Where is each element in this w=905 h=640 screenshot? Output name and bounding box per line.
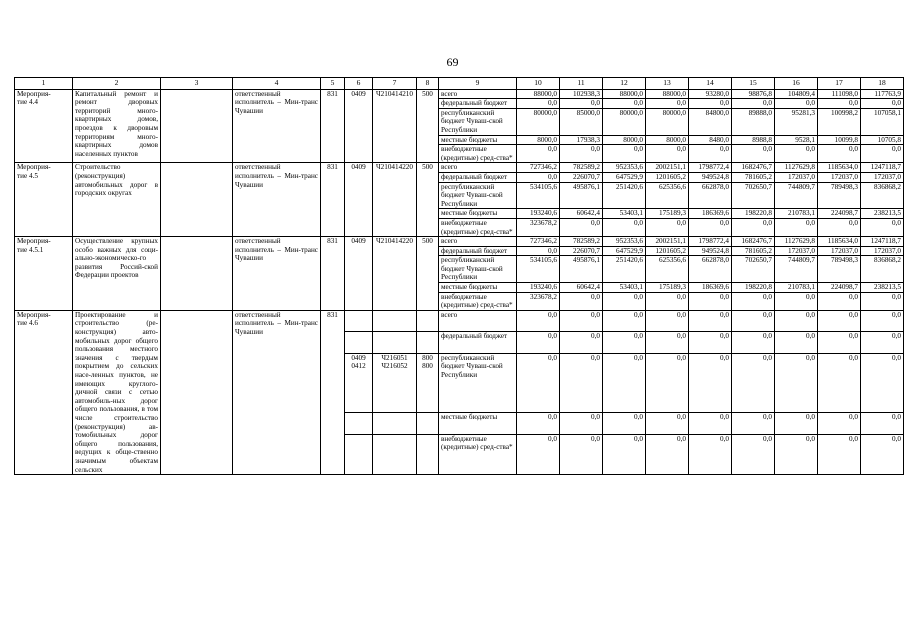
funding-value: 186369,6 <box>689 283 732 293</box>
funding-value: 10705,8 <box>861 135 904 145</box>
table-row <box>15 237 904 247</box>
funding-source: внебюджетные (кредитные) сред-ства* <box>439 218 517 236</box>
funding-source: местные бюджеты <box>439 209 517 219</box>
funding-source: местные бюджеты <box>439 135 517 145</box>
column-number: 14 <box>689 78 732 90</box>
responsible-executor: ответственный исполнитель – Мин-транс Чувашии <box>233 89 321 163</box>
funding-value: 1247118,7 <box>861 237 904 247</box>
funding-value: 744809,7 <box>775 256 818 283</box>
section-code <box>345 434 373 475</box>
target-article-code <box>373 413 417 434</box>
funding-value: 0,0 <box>603 310 646 331</box>
funding-value: 625356,6 <box>646 182 689 209</box>
funding-value: 495876,1 <box>560 182 603 209</box>
funding-value: 251420,6 <box>603 256 646 283</box>
target-article-code: Ч216051 Ч216052 <box>373 353 417 413</box>
funding-source: республиканский бюджет Чуваш-ской Республики <box>439 182 517 209</box>
funding-value: 0,0 <box>775 292 818 310</box>
funding-value: 8988,8 <box>732 135 775 145</box>
funding-value: 172037,0 <box>818 246 861 256</box>
funding-value: 0,0 <box>603 292 646 310</box>
funding-value: 534105,6 <box>517 256 560 283</box>
column-number: 1 <box>15 78 73 90</box>
funding-value: 8000,0 <box>646 135 689 145</box>
funding-value: 1682476,7 <box>732 163 775 173</box>
funding-value: 647529,9 <box>603 172 646 182</box>
funding-value: 193240,6 <box>517 283 560 293</box>
funding-value: 0,0 <box>818 332 861 353</box>
funding-value: 111098,0 <box>818 89 861 99</box>
funding-value: 1127629,8 <box>775 237 818 247</box>
funding-value: 0,0 <box>775 353 818 413</box>
funding-value: 1185634,0 <box>818 163 861 173</box>
table-row <box>15 89 904 99</box>
table-row <box>15 163 904 173</box>
funding-value: 647529,9 <box>603 246 646 256</box>
funding-value: 226070,7 <box>560 246 603 256</box>
expense-type-code <box>417 310 439 331</box>
grbs-code: 831 <box>321 310 345 474</box>
funding-source: республиканский бюджет Чуваш-ской Республики <box>439 256 517 283</box>
funding-value: 0,0 <box>603 353 646 413</box>
column-number-row <box>15 78 904 90</box>
funding-value: 949524,8 <box>689 246 732 256</box>
funding-value: 238213,5 <box>861 209 904 219</box>
column-number: 10 <box>517 78 560 90</box>
column-number: 18 <box>861 78 904 90</box>
expense-type-code <box>417 332 439 353</box>
funding-source: всего <box>439 237 517 247</box>
funding-value: 625356,6 <box>646 256 689 283</box>
budget-table <box>14 77 904 475</box>
column-number: 15 <box>732 78 775 90</box>
target-article-code: Ч210414220 <box>373 237 417 311</box>
funding-value: 172037,0 <box>861 172 904 182</box>
funding-value: 495876,1 <box>560 256 603 283</box>
funding-value: 102938,3 <box>560 89 603 99</box>
funding-value: 0,0 <box>861 145 904 163</box>
responsible-executor: ответственный исполнитель – Мин-транс Чувашии <box>233 310 321 474</box>
column-number: 8 <box>417 78 439 90</box>
funding-value: 1185634,0 <box>818 237 861 247</box>
funding-value: 0,0 <box>603 434 646 475</box>
funding-value: 1798772,4 <box>689 163 732 173</box>
measure-label: Мероприя- тие 4.6 <box>15 310 73 474</box>
funding-value: 0,0 <box>689 145 732 163</box>
funding-value: 0,0 <box>603 99 646 109</box>
section-code: 0409 <box>345 89 373 163</box>
page-number: 69 <box>446 55 459 69</box>
target-article-code <box>373 310 417 331</box>
funding-value: 0,0 <box>560 434 603 475</box>
section-code: 0409 <box>345 237 373 311</box>
section-code <box>345 413 373 434</box>
column-3-cell <box>161 163 233 237</box>
funding-value: 0,0 <box>517 353 560 413</box>
column-number: 9 <box>439 78 517 90</box>
funding-value: 8480,0 <box>689 135 732 145</box>
target-article-code: Ч210414220 <box>373 163 417 237</box>
funding-source: федеральный бюджет <box>439 99 517 109</box>
funding-source: республиканский бюджет Чуваш-ской Республики <box>439 108 517 135</box>
funding-value: 198220,8 <box>732 209 775 219</box>
funding-source: местные бюджеты <box>439 413 517 434</box>
funding-value: 53403,1 <box>603 209 646 219</box>
funding-value: 172037,0 <box>775 246 818 256</box>
funding-value: 98876,8 <box>732 89 775 99</box>
funding-value: 0,0 <box>517 172 560 182</box>
funding-value: 0,0 <box>732 310 775 331</box>
funding-value: 0,0 <box>560 310 603 331</box>
funding-value: 0,0 <box>818 413 861 434</box>
column-number: 5 <box>321 78 345 90</box>
expense-type-code <box>417 434 439 475</box>
funding-value: 0,0 <box>689 434 732 475</box>
measure-name: Капитальный ремонт и ремонт дворовых территорий много-квартирных домов, проездов к дворовым территориям много-квартирных домов населенных пунктов <box>73 89 161 163</box>
funding-value: 251420,6 <box>603 182 646 209</box>
funding-value: 1247118,7 <box>861 163 904 173</box>
funding-value: 0,0 <box>775 413 818 434</box>
funding-value: 88000,0 <box>603 89 646 99</box>
expense-type-code <box>417 413 439 434</box>
column-number: 2 <box>73 78 161 90</box>
funding-value: 0,0 <box>689 99 732 109</box>
expense-type-code: 500 <box>417 163 439 237</box>
funding-value: 0,0 <box>861 434 904 475</box>
funding-value: 0,0 <box>603 145 646 163</box>
funding-value: 0,0 <box>818 99 861 109</box>
target-article-code <box>373 434 417 475</box>
funding-value: 0,0 <box>646 292 689 310</box>
funding-value: 836868,2 <box>861 256 904 283</box>
funding-value: 172037,0 <box>818 172 861 182</box>
funding-value: 88000,0 <box>646 89 689 99</box>
funding-value: 0,0 <box>861 292 904 310</box>
funding-value: 702650,7 <box>732 182 775 209</box>
funding-value: 84800,0 <box>689 108 732 135</box>
funding-source: внебюджетные (кредитные) сред-ства* <box>439 145 517 163</box>
funding-value: 0,0 <box>646 434 689 475</box>
funding-value: 0,0 <box>732 353 775 413</box>
funding-value: 0,0 <box>646 413 689 434</box>
funding-value: 224098,7 <box>818 283 861 293</box>
measure-name: Строительство (реконструкция) автомобильных дорог в городских округах <box>73 163 161 237</box>
funding-value: 0,0 <box>646 99 689 109</box>
responsible-executor: ответственный исполнитель – Мин-транс Чувашии <box>233 237 321 311</box>
funding-value: 107058,1 <box>861 108 904 135</box>
funding-value: 0,0 <box>517 99 560 109</box>
funding-value: 727346,2 <box>517 237 560 247</box>
measure-name: Осуществление крупных особо важных для соци-ально-экономическо-го развития Россий-ской Федерации проектов <box>73 237 161 311</box>
funding-value: 789498,3 <box>818 182 861 209</box>
funding-value: 0,0 <box>732 292 775 310</box>
funding-value: 0,0 <box>646 218 689 236</box>
funding-value: 0,0 <box>689 413 732 434</box>
funding-value: 0,0 <box>732 218 775 236</box>
funding-value: 17938,3 <box>560 135 603 145</box>
funding-source: всего <box>439 89 517 99</box>
funding-value: 0,0 <box>861 413 904 434</box>
funding-value: 534105,6 <box>517 182 560 209</box>
target-article-code <box>373 332 417 353</box>
funding-value: 238213,5 <box>861 283 904 293</box>
funding-value: 0,0 <box>517 332 560 353</box>
funding-source: внебюджетные (кредитные) сред-ства* <box>439 434 517 475</box>
column-number: 11 <box>560 78 603 90</box>
measure-label: Мероприя- тие 4.5.1 <box>15 237 73 311</box>
funding-value: 0,0 <box>818 310 861 331</box>
column-number: 6 <box>345 78 373 90</box>
funding-source: местные бюджеты <box>439 283 517 293</box>
funding-value: 0,0 <box>818 145 861 163</box>
funding-value: 186369,6 <box>689 209 732 219</box>
column-number: 12 <box>603 78 646 90</box>
funding-value: 0,0 <box>646 353 689 413</box>
funding-value: 0,0 <box>560 353 603 413</box>
funding-value: 0,0 <box>861 218 904 236</box>
funding-source: всего <box>439 163 517 173</box>
expense-type-code: 500 <box>417 89 439 163</box>
measure-label: Мероприя- тие 4.5 <box>15 163 73 237</box>
funding-value: 1682476,7 <box>732 237 775 247</box>
funding-source: федеральный бюджет <box>439 172 517 182</box>
funding-value: 210783,1 <box>775 283 818 293</box>
funding-value: 662878,0 <box>689 182 732 209</box>
funding-value: 781605,2 <box>732 246 775 256</box>
funding-value: 104809,4 <box>775 89 818 99</box>
funding-value: 952353,6 <box>603 237 646 247</box>
funding-source: федеральный бюджет <box>439 246 517 256</box>
column-number: 16 <box>775 78 818 90</box>
funding-value: 0,0 <box>861 310 904 331</box>
funding-value: 198220,8 <box>732 283 775 293</box>
funding-value: 60642,4 <box>560 283 603 293</box>
funding-value: 1201605,2 <box>646 172 689 182</box>
funding-value: 836868,2 <box>861 182 904 209</box>
expense-type-code: 500 <box>417 237 439 311</box>
section-code <box>345 310 373 331</box>
funding-value: 952353,6 <box>603 163 646 173</box>
funding-value: 226070,7 <box>560 172 603 182</box>
funding-source: внебюджетные (кредитные) сред-ства* <box>439 292 517 310</box>
column-number: 3 <box>161 78 233 90</box>
funding-value: 0,0 <box>517 145 560 163</box>
funding-value: 0,0 <box>689 310 732 331</box>
funding-value: 10099,8 <box>818 135 861 145</box>
grbs-code: 831 <box>321 163 345 237</box>
funding-value: 0,0 <box>689 218 732 236</box>
funding-value: 210783,1 <box>775 209 818 219</box>
section-code: 0409 <box>345 163 373 237</box>
grbs-code: 831 <box>321 89 345 163</box>
funding-value: 0,0 <box>560 99 603 109</box>
funding-value: 0,0 <box>689 292 732 310</box>
funding-value: 0,0 <box>560 413 603 434</box>
grbs-code: 831 <box>321 237 345 311</box>
funding-value: 224098,7 <box>818 209 861 219</box>
funding-value: 0,0 <box>517 413 560 434</box>
funding-value: 193240,6 <box>517 209 560 219</box>
funding-value: 781605,2 <box>732 172 775 182</box>
funding-value: 2002151,1 <box>646 163 689 173</box>
funding-value: 0,0 <box>861 353 904 413</box>
column-3-cell <box>161 89 233 163</box>
funding-value: 95281,3 <box>775 108 818 135</box>
funding-source: республиканский бюджет Чуваш-ской Республики <box>439 353 517 413</box>
funding-value: 80000,0 <box>517 108 560 135</box>
responsible-executor: ответственный исполнитель – Мин-транс Чувашии <box>233 163 321 237</box>
funding-value: 0,0 <box>603 413 646 434</box>
funding-value: 80000,0 <box>646 108 689 135</box>
funding-value: 0,0 <box>818 292 861 310</box>
funding-value: 0,0 <box>646 310 689 331</box>
funding-value: 0,0 <box>689 353 732 413</box>
funding-value: 85000,0 <box>560 108 603 135</box>
funding-value: 782589,2 <box>560 237 603 247</box>
funding-value: 8000,0 <box>517 135 560 145</box>
funding-value: 0,0 <box>775 99 818 109</box>
funding-value: 0,0 <box>861 99 904 109</box>
funding-value: 0,0 <box>732 145 775 163</box>
funding-value: 80000,0 <box>603 108 646 135</box>
column-3-cell <box>161 237 233 311</box>
column-number: 4 <box>233 78 321 90</box>
funding-value: 0,0 <box>818 434 861 475</box>
funding-value: 0,0 <box>775 218 818 236</box>
funding-value: 1127629,8 <box>775 163 818 173</box>
funding-value: 60642,4 <box>560 209 603 219</box>
funding-value: 0,0 <box>775 310 818 331</box>
column-3-cell <box>161 310 233 474</box>
funding-value: 175189,3 <box>646 283 689 293</box>
column-number: 17 <box>818 78 861 90</box>
funding-value: 0,0 <box>517 310 560 331</box>
funding-value: 0,0 <box>732 413 775 434</box>
funding-value: 0,0 <box>560 218 603 236</box>
funding-value: 662878,0 <box>689 256 732 283</box>
column-number: 13 <box>646 78 689 90</box>
funding-value: 0,0 <box>775 145 818 163</box>
funding-value: 0,0 <box>517 246 560 256</box>
funding-value: 949524,8 <box>689 172 732 182</box>
funding-value: 88000,0 <box>517 89 560 99</box>
measure-name: Проектирование и строительство (ре-конструкция) авто-мобильных дорог общего пользования местного значения с твердым покрытием до сельских насе-ленных пунктов, не имеющих круглого-дичной связи с сетью автомобиль-ных дорог общего пользования, в том числе строительство (реконструкция) ав-томобильных дорог общего пользования, ведущих к обще-ственно значимым объектам сельских <box>73 310 161 474</box>
funding-value: 0,0 <box>560 332 603 353</box>
funding-value: 9528,1 <box>775 135 818 145</box>
funding-value: 0,0 <box>517 434 560 475</box>
funding-value: 0,0 <box>732 434 775 475</box>
funding-value: 0,0 <box>646 145 689 163</box>
funding-value: 0,0 <box>818 218 861 236</box>
funding-source: всего <box>439 310 517 331</box>
expense-type-code: 800 800 <box>417 353 439 413</box>
funding-value: 0,0 <box>603 332 646 353</box>
funding-value: 782589,2 <box>560 163 603 173</box>
funding-value: 53403,1 <box>603 283 646 293</box>
funding-value: 2002151,1 <box>646 237 689 247</box>
funding-value: 0,0 <box>732 332 775 353</box>
funding-value: 323678,2 <box>517 218 560 236</box>
column-number: 7 <box>373 78 417 90</box>
funding-value: 323678,2 <box>517 292 560 310</box>
funding-value: 175189,3 <box>646 209 689 219</box>
funding-value: 744809,7 <box>775 182 818 209</box>
funding-value: 172037,0 <box>775 172 818 182</box>
table-row <box>15 310 904 331</box>
funding-value: 89888,0 <box>732 108 775 135</box>
funding-value: 0,0 <box>775 332 818 353</box>
funding-source: федеральный бюджет <box>439 332 517 353</box>
funding-value: 1201605,2 <box>646 246 689 256</box>
funding-value: 727346,2 <box>517 163 560 173</box>
target-article-code: Ч210414210 <box>373 89 417 163</box>
section-code: 0409 0412 <box>345 353 373 413</box>
funding-value: 100998,2 <box>818 108 861 135</box>
funding-value: 789498,3 <box>818 256 861 283</box>
funding-value: 1798772,4 <box>689 237 732 247</box>
funding-value: 8000,0 <box>603 135 646 145</box>
funding-value: 702650,7 <box>732 256 775 283</box>
funding-value: 0,0 <box>689 332 732 353</box>
funding-value: 0,0 <box>560 292 603 310</box>
section-code <box>345 332 373 353</box>
funding-value: 0,0 <box>646 332 689 353</box>
funding-value: 0,0 <box>603 218 646 236</box>
funding-value: 117763,9 <box>861 89 904 99</box>
funding-value: 0,0 <box>775 434 818 475</box>
funding-value: 0,0 <box>732 99 775 109</box>
funding-value: 0,0 <box>861 332 904 353</box>
funding-value: 0,0 <box>818 353 861 413</box>
funding-value: 172037,0 <box>861 246 904 256</box>
funding-value: 93280,0 <box>689 89 732 99</box>
measure-label: Мероприя- тие 4.4 <box>15 89 73 163</box>
funding-value: 0,0 <box>560 145 603 163</box>
